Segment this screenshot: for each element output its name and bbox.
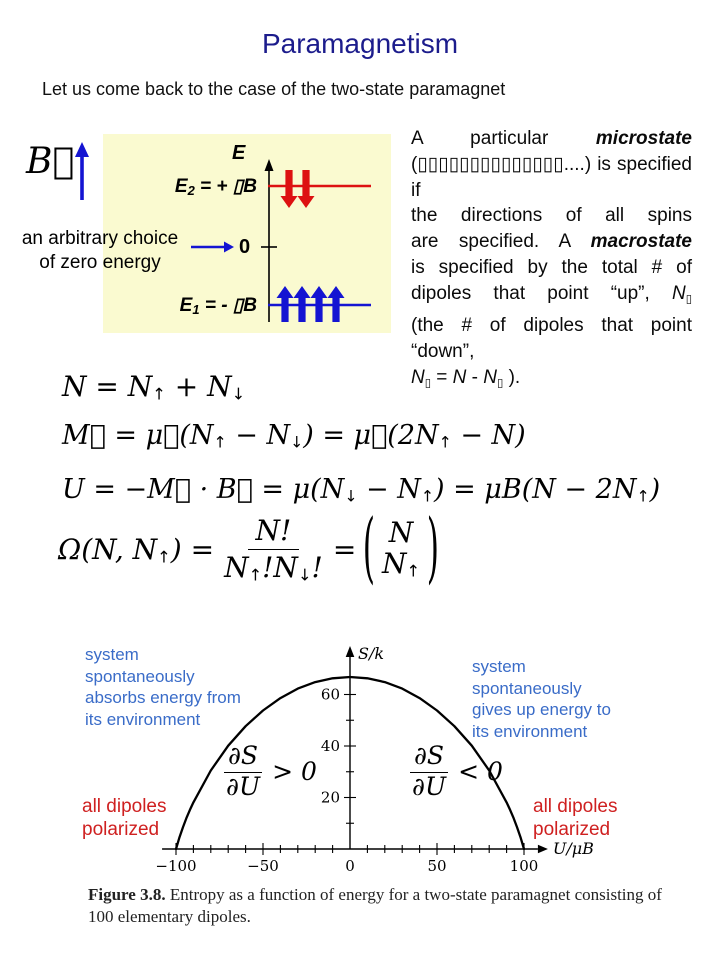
- down-arrow-subscript: ↓: [297, 565, 312, 585]
- figure-caption-label: Figure 3.8.: [88, 885, 166, 904]
- fraction-numerator: N!: [248, 514, 300, 550]
- fraction-denominator: [224, 550, 323, 585]
- annotation-line: spontaneously: [472, 678, 582, 698]
- equation-energy: [62, 474, 660, 505]
- zero-energy-note-line1: an arbitrary choice: [21, 228, 179, 249]
- annotation-line: absorbs energy from: [85, 688, 241, 707]
- derivative-relation: < 0: [458, 757, 503, 787]
- b-field-arrow-icon: [75, 142, 89, 200]
- annotation-line: polarized: [533, 818, 611, 840]
- eq-text-group: [58, 533, 214, 567]
- missing-glyph-box: ▯: [497, 376, 504, 389]
- down-arrow-subscript: ↓: [290, 432, 304, 452]
- derivative-denominator: ∂U: [412, 771, 447, 801]
- lower-level-base: E: [179, 295, 193, 316]
- x-tick-label: 100: [509, 857, 539, 875]
- y-axis-label: S/k: [358, 644, 385, 663]
- x-tick-label: 50: [427, 857, 447, 875]
- annotation-line: spontaneously: [85, 666, 195, 686]
- annotation-line: its environment: [472, 721, 588, 741]
- derivative-numerator: ∂S: [224, 742, 262, 773]
- missing-glyph-box: ▯: [685, 293, 692, 306]
- eq-text: Ω(N, N: [58, 532, 158, 566]
- eq-text: N: [382, 547, 407, 580]
- paragraph-line: is specified by the total # of: [411, 256, 692, 278]
- upper-level-label: [140, 175, 257, 198]
- figure-caption: [88, 884, 672, 927]
- y-tick-label: 20: [320, 788, 340, 807]
- derivative-fraction: [224, 742, 262, 802]
- annotation-line: polarized: [82, 818, 160, 840]
- eq-text: M⃗ = μ⃗(N: [62, 420, 214, 451]
- lower-level-rest: = - ▯: [199, 295, 244, 316]
- lower-level-sub: 1: [192, 301, 200, 317]
- derivative-numerator: ∂S: [410, 742, 448, 773]
- eq-text: ) =: [170, 532, 215, 566]
- eq-text: − N): [451, 420, 526, 451]
- paragraph-line: (the # of dipoles that point: [411, 314, 692, 336]
- eq-text: !: [311, 550, 323, 584]
- paragraph-text: -: [466, 366, 484, 388]
- derivative-fraction: [410, 742, 448, 802]
- paragraph-line: [411, 281, 692, 313]
- up-arrow-subscript: ↑: [152, 384, 166, 404]
- binomial-bottom: [382, 549, 420, 580]
- eq-text: − N: [357, 474, 421, 505]
- annotation-line: its environment: [85, 709, 201, 729]
- missing-glyph-box: ▯: [424, 376, 432, 389]
- eq-text: N: [224, 550, 249, 584]
- eq-text: ): [649, 474, 661, 505]
- x-tick-label: −50: [247, 857, 279, 875]
- big-right-paren: ): [426, 504, 440, 594]
- paragraph-line: (▯▯▯▯▯▯▯▯▯▯▯▯▯▯....) is specified if: [411, 153, 692, 201]
- paragraph-text: A particular: [411, 128, 549, 149]
- zero-level-label: 0: [239, 236, 251, 258]
- zero-energy-note: [4, 227, 196, 274]
- zero-energy-note-line2: of zero energy: [39, 251, 161, 273]
- macrostate-term: macrostate: [590, 231, 692, 253]
- annotation-all-dipoles-right: [533, 796, 618, 841]
- upper-level-b: B: [243, 176, 257, 197]
- x-tick-label: 0: [345, 857, 355, 875]
- eq-text: U = −M⃗ · B⃗ = μ(N: [62, 474, 345, 505]
- annotation-all-dipoles-left: [82, 796, 167, 841]
- y-tick-label: 60: [320, 685, 340, 704]
- eq-text: − N: [226, 420, 291, 451]
- y-axis-arrow-icon: [346, 646, 355, 657]
- spin-down-arrows-icon: [281, 170, 315, 208]
- annotation-line: system: [85, 645, 139, 664]
- upper-level-sub: 2: [187, 182, 195, 198]
- n-down-symbol: N: [411, 366, 425, 388]
- annotation-absorbs-energy: [85, 644, 241, 730]
- binomial-top: N: [388, 516, 414, 550]
- derivative-denominator: ∂U: [226, 771, 261, 801]
- annotation-gives-up-energy: [472, 656, 611, 742]
- paragraph-line: [411, 365, 692, 397]
- up-arrow-subscript: ↑: [420, 486, 434, 506]
- down-arrow-subscript: ↓: [231, 384, 246, 404]
- derivative-positive: [224, 742, 317, 802]
- factorial-fraction: [224, 514, 323, 585]
- energy-axis: [261, 159, 277, 322]
- up-arrow-subscript: ↑: [636, 486, 650, 506]
- equation-n-total: [62, 370, 245, 404]
- binomial-stack: [382, 518, 420, 580]
- b-field-label: B⃗: [26, 141, 75, 182]
- paragraph-line: the directions of all spins: [411, 205, 692, 227]
- paragraph-line: [411, 126, 692, 152]
- annotation-line: all dipoles: [533, 796, 618, 817]
- annotation-line: system: [472, 657, 526, 676]
- x-axis-arrow-icon: [538, 845, 548, 854]
- big-left-paren: (: [362, 504, 376, 594]
- paragraph-line: [411, 229, 692, 255]
- eq-text: ) = μ⃗(2N: [303, 420, 439, 451]
- eq-text: ) = μB(N − 2N: [433, 474, 637, 505]
- subtitle: Let us come back to the case of the two-state paramagnet: [42, 79, 506, 99]
- figure-caption-text: Entropy as a function of energy for a two-state paramagnet consisting of 100 elementary dipoles.: [88, 885, 662, 926]
- paragraph-text: =: [431, 366, 453, 388]
- down-arrow-subscript: ↓: [344, 486, 358, 506]
- n-up-symbol: N: [483, 366, 498, 388]
- x-tick-label: −100: [155, 857, 197, 875]
- up-arrow-subscript: ↑: [213, 432, 227, 452]
- lower-level-b: B: [243, 295, 257, 316]
- up-arrow-subscript: ↑: [248, 565, 263, 585]
- microstate-term: microstate: [595, 128, 692, 149]
- derivative-negative: [410, 742, 503, 802]
- page-title: Paramagnetism: [261, 28, 459, 59]
- zero-pointer-arrow-icon: [191, 242, 234, 253]
- upper-level-base: E: [174, 176, 188, 197]
- paragraph-line: “down”,: [411, 340, 475, 362]
- up-arrow-subscript: ↑: [157, 547, 171, 567]
- up-arrow-subscript: ↑: [406, 561, 421, 581]
- x-axis-label: U/μB: [552, 839, 594, 858]
- paragraph-text: dipoles that point “up”,: [411, 282, 650, 304]
- paragraph-text: ).: [503, 366, 521, 388]
- up-arrow-subscript: ↑: [438, 432, 452, 452]
- paragraph-text: are specified. A: [411, 231, 571, 253]
- n-symbol: N: [452, 366, 467, 388]
- derivative-relation: > 0: [272, 757, 317, 787]
- eq-text: =: [332, 532, 357, 566]
- lower-level-label: [140, 294, 257, 317]
- microstate-paragraph: [411, 126, 692, 397]
- equation-multiplicity: [58, 504, 446, 594]
- n-up-symbol: N: [671, 282, 686, 304]
- annotation-line: gives up energy to: [472, 700, 611, 719]
- eq-text: N = N: [62, 370, 153, 403]
- annotation-line: all dipoles: [82, 796, 167, 817]
- y-tick-label: 40: [320, 737, 340, 755]
- upper-level-rest: = + ▯: [194, 176, 244, 197]
- eq-text: !N: [262, 550, 298, 584]
- energy-axis-label: E: [232, 142, 246, 164]
- equation-magnetization: [62, 420, 526, 451]
- eq-text: + N: [165, 370, 232, 403]
